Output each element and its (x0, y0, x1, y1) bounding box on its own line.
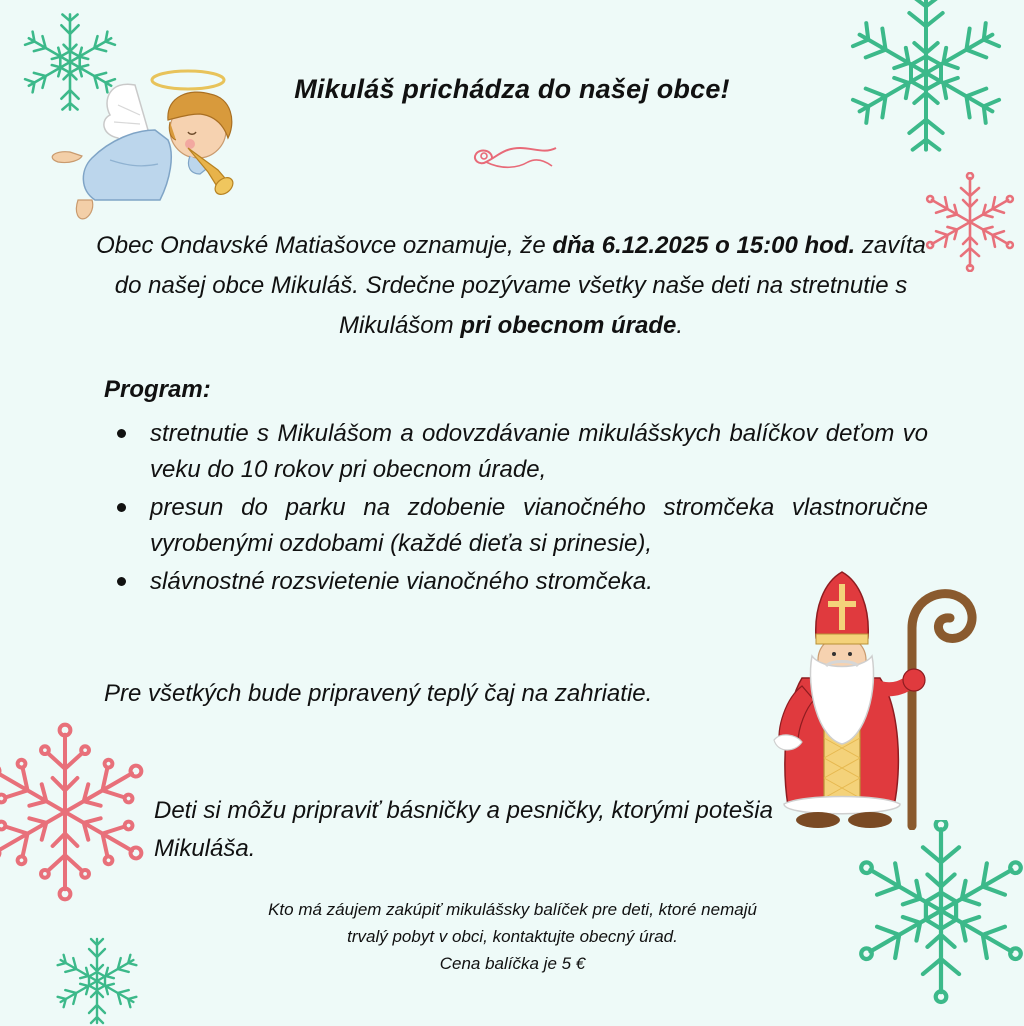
list-item-text: presun do parku na zdobenie vianočného stromčeka vlastnoručne vyrobenými ozdobami (každé dieťa si prinesie), (150, 494, 928, 557)
intro-text: Obec Ondavské Matiašovce oznamuje, že (96, 232, 553, 259)
bullet-icon (117, 503, 126, 512)
snowflake-icon (858, 820, 1024, 1024)
tea-note: Pre všetkých bude pripravený teplý čaj na zahriatie. (104, 680, 653, 707)
program-heading: Program: (104, 376, 211, 403)
program-list (104, 416, 928, 602)
poems-note: Deti si môžu pripraviť básničky a pesničky, ktorými potešia Mikuláša. (154, 797, 773, 862)
list-item (104, 564, 928, 600)
intro-date: dňa 6.12.2025 o 15:00 hod. (552, 232, 856, 259)
footer-line: trvalý pobyt v obci, kontaktujte obecný úrad. (347, 927, 678, 946)
intro-text: . (676, 312, 684, 339)
footer-note (180, 896, 845, 977)
intro-text: zavíta do našej obce Mikuláš. Srdečne pozývame všetky naše deti na stretnutie s Mikulášom (114, 232, 926, 339)
list-item (104, 490, 928, 562)
list-item-text: stretnutie s Mikulášom a odovzdávanie mikulášskych balíčkov deťom vo veku do 10 rokov pri obecnom úrade, (150, 420, 928, 483)
footer-price: Cena balíčka je 5 € (439, 954, 586, 973)
swirl-ornament (462, 138, 562, 178)
snowflake-icon (0, 722, 150, 902)
saint-nicholas-illustration (762, 568, 982, 830)
snowflake-icon (42, 936, 152, 1026)
bullet-icon (117, 577, 126, 586)
list-item-text: slávnostné rozsvietenie vianočného stromčeka. (150, 568, 653, 595)
snowflake-icon (920, 172, 1020, 272)
page-title: Mikuláš prichádza do našej obce! (294, 74, 730, 104)
bullet-icon (117, 429, 126, 438)
list-item (104, 416, 928, 488)
intro-place: pri obecnom úrade (460, 312, 677, 339)
intro-paragraph (96, 226, 926, 346)
footer-line: Kto má záujem zakúpiť mikulášsky balíček pre deti, ktoré nemajú (268, 900, 757, 919)
